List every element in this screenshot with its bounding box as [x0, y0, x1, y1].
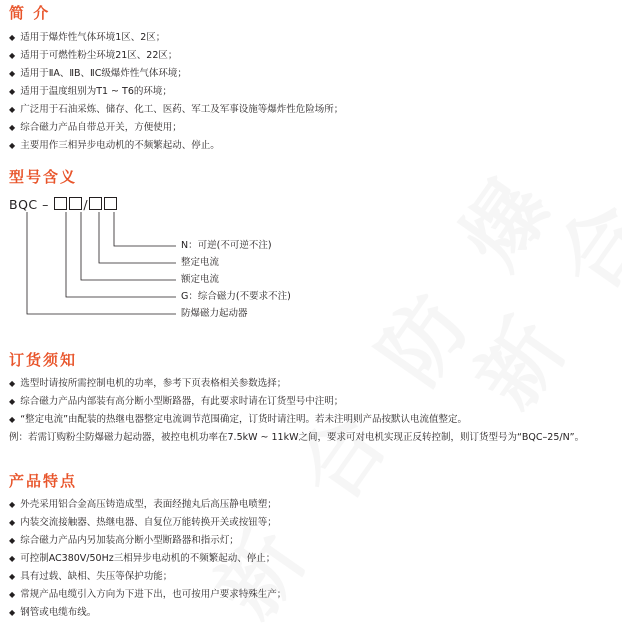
bullet-icon: ◆ — [9, 572, 16, 581]
leader-line — [66, 212, 176, 297]
model-label: 整定电流 — [181, 257, 220, 268]
list-item-text: 选型时请按所需控制电机的功率，参考下页表格相关参数选择； — [20, 378, 287, 389]
bullet-icon: ◆ — [9, 554, 16, 563]
bullet-icon: ◆ — [9, 141, 16, 150]
order-example: 例：若需订购粉尘防爆磁力起动器，被控电机功率在7.5kW ~ 11kW之间，要求可对电机实现正反转控制，则订货型号为“BQC–25/N”。 — [9, 432, 585, 443]
list-item — [9, 119, 343, 137]
list-item — [9, 411, 584, 429]
bullet-icon: ◆ — [9, 123, 16, 132]
features-list — [9, 496, 286, 622]
list-item — [9, 496, 286, 514]
bullet-icon: ◆ — [9, 69, 16, 78]
list-item-text: 具有过载、缺相、失压等保护功能； — [20, 571, 173, 582]
model-heading: 型号含义 — [9, 168, 78, 186]
list-item — [9, 514, 286, 532]
placeholder-box — [54, 197, 67, 210]
model-label: 防爆磁力起动器 — [181, 308, 248, 319]
list-item-text: 可控制AC380V/50Hz三相异步电动机的不频繁起动、停止； — [20, 553, 276, 564]
list-item-text: “整定电流”由配装的热继电器整定电流调节范围确定，订货时请注明。若未注明则产品按默认电流值整定。 — [20, 414, 468, 425]
list-item — [9, 375, 584, 393]
list-item-text: 广泛用于石油采炼、储存、化工、医药、军工及军事设施等爆炸性危险场所； — [20, 104, 344, 115]
list-item — [9, 137, 343, 155]
list-item-text: 常规产品电缆引入方向为下进下出，也可按用户要求特殊生产； — [20, 589, 287, 600]
list-item-text: 主要用作三相异步电动机的不频繁起动、停止。 — [20, 140, 220, 151]
list-item-text: 内装交流接触器、热继电器、自复位万能转换开关或按钮等； — [20, 517, 277, 528]
order-heading: 订货须知 — [9, 351, 78, 369]
bullet-icon: ◆ — [9, 379, 16, 388]
list-item-text: 外壳采用铝合金高压铸造成型，表面经抛丸后高压静电喷塑； — [20, 499, 277, 510]
list-item — [9, 393, 584, 411]
bullet-icon: ◆ — [9, 536, 16, 545]
leader-line — [27, 212, 176, 314]
bullet-icon: ◆ — [9, 397, 16, 406]
bullet-icon: ◆ — [9, 500, 16, 509]
watermark — [444, 0, 622, 427]
leader-line — [81, 212, 176, 280]
list-item — [9, 532, 286, 550]
bullet-icon: ◆ — [9, 33, 16, 42]
order-list — [9, 375, 584, 447]
bullet-icon: ◆ — [9, 51, 16, 60]
bullet-icon: ◆ — [9, 590, 16, 599]
model-code — [9, 197, 118, 212]
list-item-text: 适用于爆炸性气体环境1区、2区； — [20, 32, 166, 43]
list-item — [9, 101, 343, 119]
list-item — [9, 29, 343, 47]
placeholder-box — [104, 197, 117, 210]
model-label: 额定电流 — [181, 274, 220, 285]
bullet-icon: ◆ — [9, 518, 16, 527]
list-item-text: 适用于温度组别为T1 ~ T6的环境； — [20, 86, 172, 97]
list-item — [9, 65, 343, 83]
bullet-icon: ◆ — [9, 87, 16, 96]
placeholder-box — [69, 197, 82, 210]
model-label: G：综合磁力(不要求不注) — [181, 291, 291, 302]
list-item — [9, 47, 343, 65]
model-code-dash: – — [37, 197, 54, 212]
bullet-icon: ◆ — [9, 415, 16, 424]
list-item-text: 综合磁力产品内另加装高分断小型断路器和指示灯； — [20, 535, 239, 546]
bullet-icon: ◆ — [9, 608, 16, 617]
list-item-text: 适用于ⅡA、ⅡB、ⅡC级爆炸性气体环境； — [20, 68, 187, 79]
list-item — [9, 83, 343, 101]
list-item — [9, 568, 286, 586]
model-label: N：可逆(不可逆不注) — [181, 240, 272, 251]
bullet-icon: ◆ — [9, 105, 16, 114]
list-item-text: 钢管或电缆布线。 — [20, 607, 97, 618]
features-heading: 产品特点 — [9, 472, 78, 490]
intro-heading: 简 介 — [9, 4, 51, 22]
list-item — [9, 586, 286, 604]
leader-line — [114, 212, 176, 246]
list-item — [9, 550, 286, 568]
list-item — [9, 604, 286, 622]
placeholder-box — [89, 197, 102, 210]
model-code-prefix: BQC — [9, 197, 38, 212]
model-code-slash: / — [83, 197, 89, 212]
intro-list — [9, 29, 343, 155]
list-item-text: 综合磁力产品自带总开关，方便使用； — [20, 122, 182, 133]
list-item-text: 综合磁力产品内部装有高分断小型断路器，有此要求时请在订货型号中注明； — [20, 396, 344, 407]
list-item-text: 适用于可燃性粉尘环境21区、22区； — [20, 50, 178, 61]
leader-line — [99, 212, 176, 263]
